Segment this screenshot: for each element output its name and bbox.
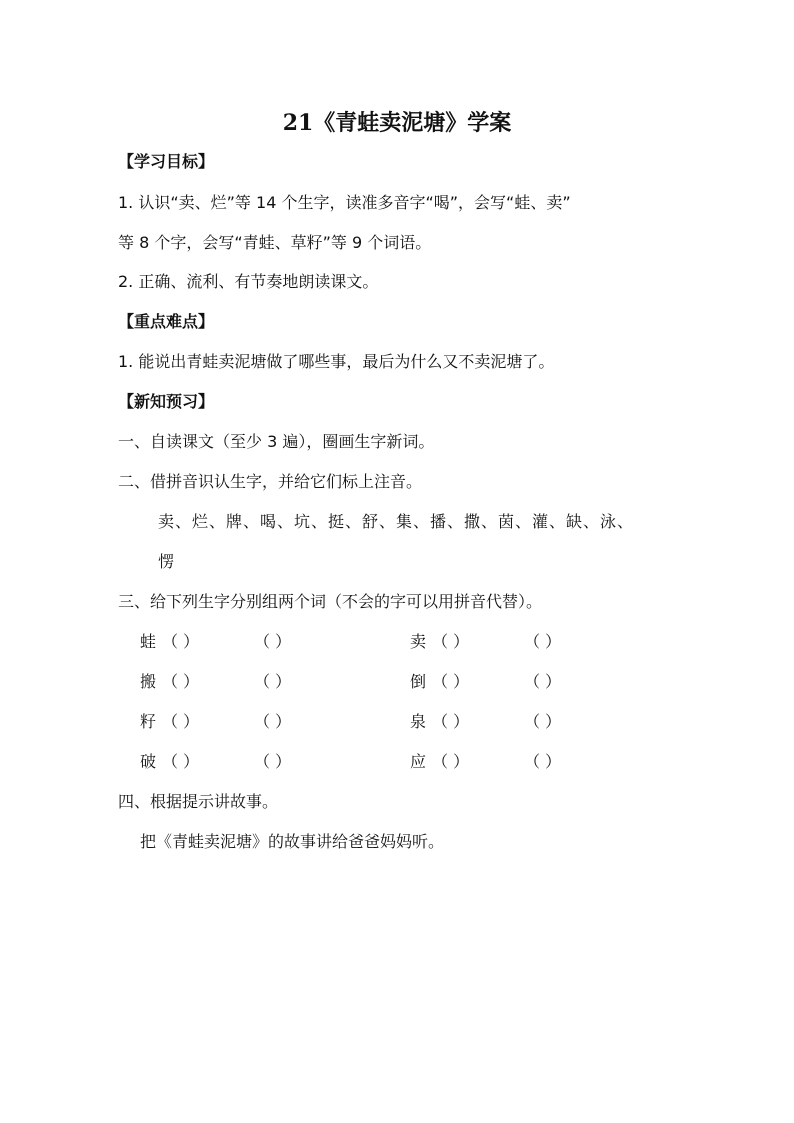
word-row-right bbox=[410, 632, 616, 652]
answer-blank[interactable]: （ ） bbox=[432, 752, 470, 771]
word-row-left bbox=[140, 712, 346, 732]
answer-blank[interactable]: （ ） bbox=[254, 632, 292, 651]
answer-blank[interactable]: （ ） bbox=[524, 672, 562, 691]
word-row-left bbox=[140, 672, 346, 692]
word-row-left bbox=[140, 752, 346, 772]
new-characters-line-2: 愣 bbox=[158, 552, 176, 571]
word-char: 搬 bbox=[140, 672, 157, 691]
answer-blank[interactable]: （ ） bbox=[432, 672, 470, 691]
answer-blank[interactable]: （ ） bbox=[432, 632, 470, 651]
answer-blank[interactable]: （ ） bbox=[524, 632, 562, 651]
preview-task-2: 二、借拼音识认生字，并给它们标上注音。 bbox=[118, 472, 423, 491]
answer-blank[interactable]: （ ） bbox=[254, 712, 292, 731]
preview-task-4-detail: 把《青蛙卖泥塘》的故事讲给爸爸妈妈听。 bbox=[140, 832, 445, 851]
preview-heading: 【新知预习】 bbox=[118, 392, 215, 411]
word-row-right bbox=[410, 672, 616, 692]
word-row-right bbox=[410, 752, 616, 772]
word-char: 籽 bbox=[140, 712, 157, 731]
page-title: 21《青蛙卖泥塘》学案 bbox=[282, 110, 512, 136]
answer-blank[interactable]: （ ） bbox=[162, 712, 200, 731]
word-char: 应 bbox=[410, 752, 427, 771]
objective-1-line-1: 1. 认识“卖、烂”等 14 个生字，读准多音字“喝”，会写“蛙、卖” bbox=[118, 193, 571, 212]
word-char: 破 bbox=[140, 752, 157, 771]
word-char: 倒 bbox=[410, 672, 427, 691]
objective-1-line-2: 等 8 个字，会写“青蛙、草籽”等 9 个词语。 bbox=[118, 233, 432, 252]
answer-blank[interactable]: （ ） bbox=[162, 672, 200, 691]
objective-2: 2. 正确、流利、有节奏地朗读课文。 bbox=[118, 272, 379, 291]
answer-blank[interactable]: （ ） bbox=[524, 712, 562, 731]
new-characters-line-1: 卖、烂、牌、喝、坑、挺、舒、集、播、撒、茵、灌、缺、泳、 bbox=[158, 512, 635, 531]
answer-blank[interactable]: （ ） bbox=[162, 752, 200, 771]
answer-blank[interactable]: （ ） bbox=[432, 712, 470, 731]
key-points-heading: 【重点难点】 bbox=[118, 312, 215, 331]
key-point-1: 1. 能说出青蛙卖泥塘做了哪些事，最后为什么又不卖泥塘了。 bbox=[118, 352, 555, 371]
word-char: 卖 bbox=[410, 632, 427, 651]
answer-blank[interactable]: （ ） bbox=[254, 672, 292, 691]
answer-blank[interactable]: （ ） bbox=[162, 632, 200, 651]
preview-task-4: 四、根据提示讲故事。 bbox=[118, 792, 279, 811]
objectives-heading: 【学习目标】 bbox=[118, 152, 215, 171]
word-char: 蛙 bbox=[140, 632, 157, 651]
answer-blank[interactable]: （ ） bbox=[524, 752, 562, 771]
word-row-left bbox=[140, 632, 346, 652]
word-row-right bbox=[410, 712, 616, 732]
preview-task-1: 一、自读课文（至少 3 遍），圈画生字新词。 bbox=[118, 432, 435, 451]
answer-blank[interactable]: （ ） bbox=[254, 752, 292, 771]
word-char: 泉 bbox=[410, 712, 427, 731]
preview-task-3: 三、给下列生字分别组两个词（不会的字可以用拼音代替）。 bbox=[118, 592, 543, 611]
